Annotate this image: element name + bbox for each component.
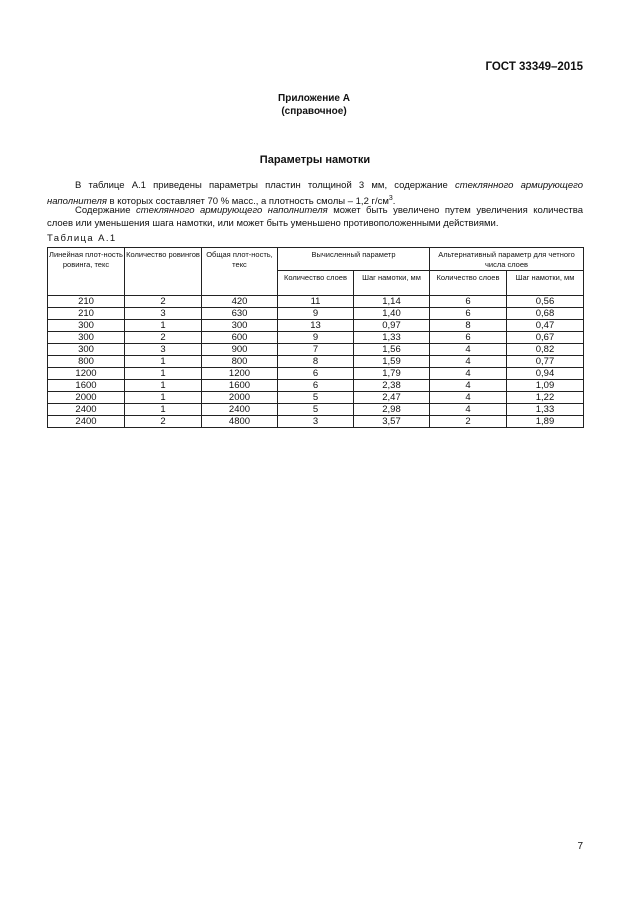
table-cell: 1,56 [354, 344, 430, 356]
table-cell: 2 [125, 332, 202, 344]
table-cell: 2000 [48, 392, 125, 404]
header-calc-layers: Количество слоев [278, 271, 354, 296]
table-cell: 0,67 [507, 332, 584, 344]
table-cell: 6 [430, 296, 507, 308]
table-cell: 900 [202, 344, 278, 356]
paragraph-1-superscript: 3 [388, 194, 393, 202]
paragraph-1-text-a: В таблице А.1 приведены параметры пластин толщиной 3 мм, содержание [75, 180, 455, 191]
header-calc-pitch: Шаг намотки, мм [354, 271, 430, 296]
table-cell: 1,89 [507, 416, 584, 428]
annex-subtitle: (справочное) [281, 106, 347, 117]
header-alternative-parameter: Альтернативный параметр для четного числа слоев [430, 248, 584, 271]
table-cell: 630 [202, 308, 278, 320]
table-cell: 4 [430, 392, 507, 404]
annex-title: Приложение А [278, 93, 350, 104]
table-cell: 2 [430, 416, 507, 428]
table-cell: 600 [202, 332, 278, 344]
table-row [48, 344, 584, 356]
table-cell: 0,68 [507, 308, 584, 320]
table-cell: 4 [430, 344, 507, 356]
table-row [48, 416, 584, 428]
table-cell: 2400 [202, 404, 278, 416]
table-cell: 0,77 [507, 356, 584, 368]
paragraph-2-text-a: Содержание [75, 205, 137, 216]
table-cell: 2400 [48, 404, 125, 416]
table-cell: 11 [278, 296, 354, 308]
table-cell: 0,94 [507, 368, 584, 380]
annex-block [0, 92, 630, 118]
table-cell: 1,79 [354, 368, 430, 380]
table-cell: 2,47 [354, 392, 430, 404]
table-cell: 1,33 [354, 332, 430, 344]
paragraph-1-text-b: в которых составляет 70 % масс., а плотность смолы – 1,2 г/см [106, 195, 389, 207]
table-cell: 0,56 [507, 296, 584, 308]
table-cell: 300 [48, 332, 125, 344]
paragraph-2-text-b: может быть увеличено путем увеличения количества слоев или уменьшения шага намотки, или может быть уменьшено противоположенными действиями. [47, 205, 583, 229]
table-cell: 1 [125, 392, 202, 404]
table-cell: 6 [430, 332, 507, 344]
table-cell: 300 [48, 320, 125, 332]
table-cell: 1,40 [354, 308, 430, 320]
paragraph-1 [47, 180, 583, 208]
table-cell: 1,09 [507, 380, 584, 392]
table-cell: 0,82 [507, 344, 584, 356]
table-cell: 6 [278, 368, 354, 380]
table-cell: 800 [202, 356, 278, 368]
table-cell: 420 [202, 296, 278, 308]
table-cell: 4800 [202, 416, 278, 428]
table-cell: 5 [278, 392, 354, 404]
table-cell: 210 [48, 296, 125, 308]
table-row [48, 404, 584, 416]
table-cell: 1,59 [354, 356, 430, 368]
table-cell: 4 [430, 404, 507, 416]
header-linear-density: Линейная плот-ность ровинга, текс [48, 248, 125, 296]
table-cell: 1200 [202, 368, 278, 380]
table-cell: 3 [278, 416, 354, 428]
header-total-density: Общая плот-ность, текс [202, 248, 278, 296]
standard-number: ГОСТ 33349–2015 [485, 61, 583, 73]
table-row [48, 368, 584, 380]
table-cell: 1 [125, 320, 202, 332]
table-cell: 3 [125, 308, 202, 320]
table-cell: 9 [278, 332, 354, 344]
paragraph-1-emphasis: стеклянного армирующего наполнителя [47, 180, 583, 207]
table-cell: 7 [278, 344, 354, 356]
table-row [48, 308, 584, 320]
table-header-row [48, 248, 584, 271]
table-cell: 1600 [48, 380, 125, 392]
table-cell: 0,47 [507, 320, 584, 332]
table-row [48, 296, 584, 308]
table-row [48, 356, 584, 368]
table-cell: 300 [202, 320, 278, 332]
table-cell: 1600 [202, 380, 278, 392]
table-cell: 2 [125, 296, 202, 308]
table-cell: 6 [278, 380, 354, 392]
table-cell: 2 [125, 416, 202, 428]
table-cell: 800 [48, 356, 125, 368]
table-row [48, 380, 584, 392]
table-body [48, 296, 584, 428]
table-cell: 300 [48, 344, 125, 356]
table-cell: 13 [278, 320, 354, 332]
table-row [48, 392, 584, 404]
table-cell: 3,57 [354, 416, 430, 428]
header-alt-layers: Количество слоев [430, 271, 507, 296]
table-cell: 5 [278, 404, 354, 416]
table-cell: 0,97 [354, 320, 430, 332]
table-cell: 8 [430, 320, 507, 332]
section-heading: Параметры намотки [259, 154, 371, 166]
table-caption: Таблица А.1 [47, 233, 117, 244]
table-cell: 4 [430, 380, 507, 392]
table-cell: 2,38 [354, 380, 430, 392]
table-cell: 3 [125, 344, 202, 356]
table-cell: 1200 [48, 368, 125, 380]
table-cell: 1,22 [507, 392, 584, 404]
table-cell: 2000 [202, 392, 278, 404]
header-calculated-parameter: Вычисленный параметр [278, 248, 430, 271]
paragraph-2-emphasis: стеклянного армирующего наполнителя [136, 205, 328, 216]
table-row [48, 320, 584, 332]
table-row [48, 332, 584, 344]
table-cell: 1 [125, 404, 202, 416]
table-cell: 9 [278, 308, 354, 320]
table-cell: 1,33 [507, 404, 584, 416]
table-cell: 1 [125, 368, 202, 380]
paragraph-1-end: . [392, 195, 396, 207]
parameters-table [47, 247, 584, 428]
header-roving-count: Количество ровингов [125, 248, 202, 296]
paragraph-2 [47, 205, 583, 230]
table-cell: 8 [278, 356, 354, 368]
table-cell: 1,14 [354, 296, 430, 308]
table-cell: 1 [125, 380, 202, 392]
table-cell: 4 [430, 368, 507, 380]
table-cell: 2,98 [354, 404, 430, 416]
table-cell: 6 [430, 308, 507, 320]
table-cell: 210 [48, 308, 125, 320]
header-alt-pitch: Шаг намотки, мм [507, 271, 584, 296]
page-number: 7 [577, 841, 583, 852]
table-cell: 4 [430, 356, 507, 368]
table-cell: 2400 [48, 416, 125, 428]
table-cell: 1 [125, 356, 202, 368]
